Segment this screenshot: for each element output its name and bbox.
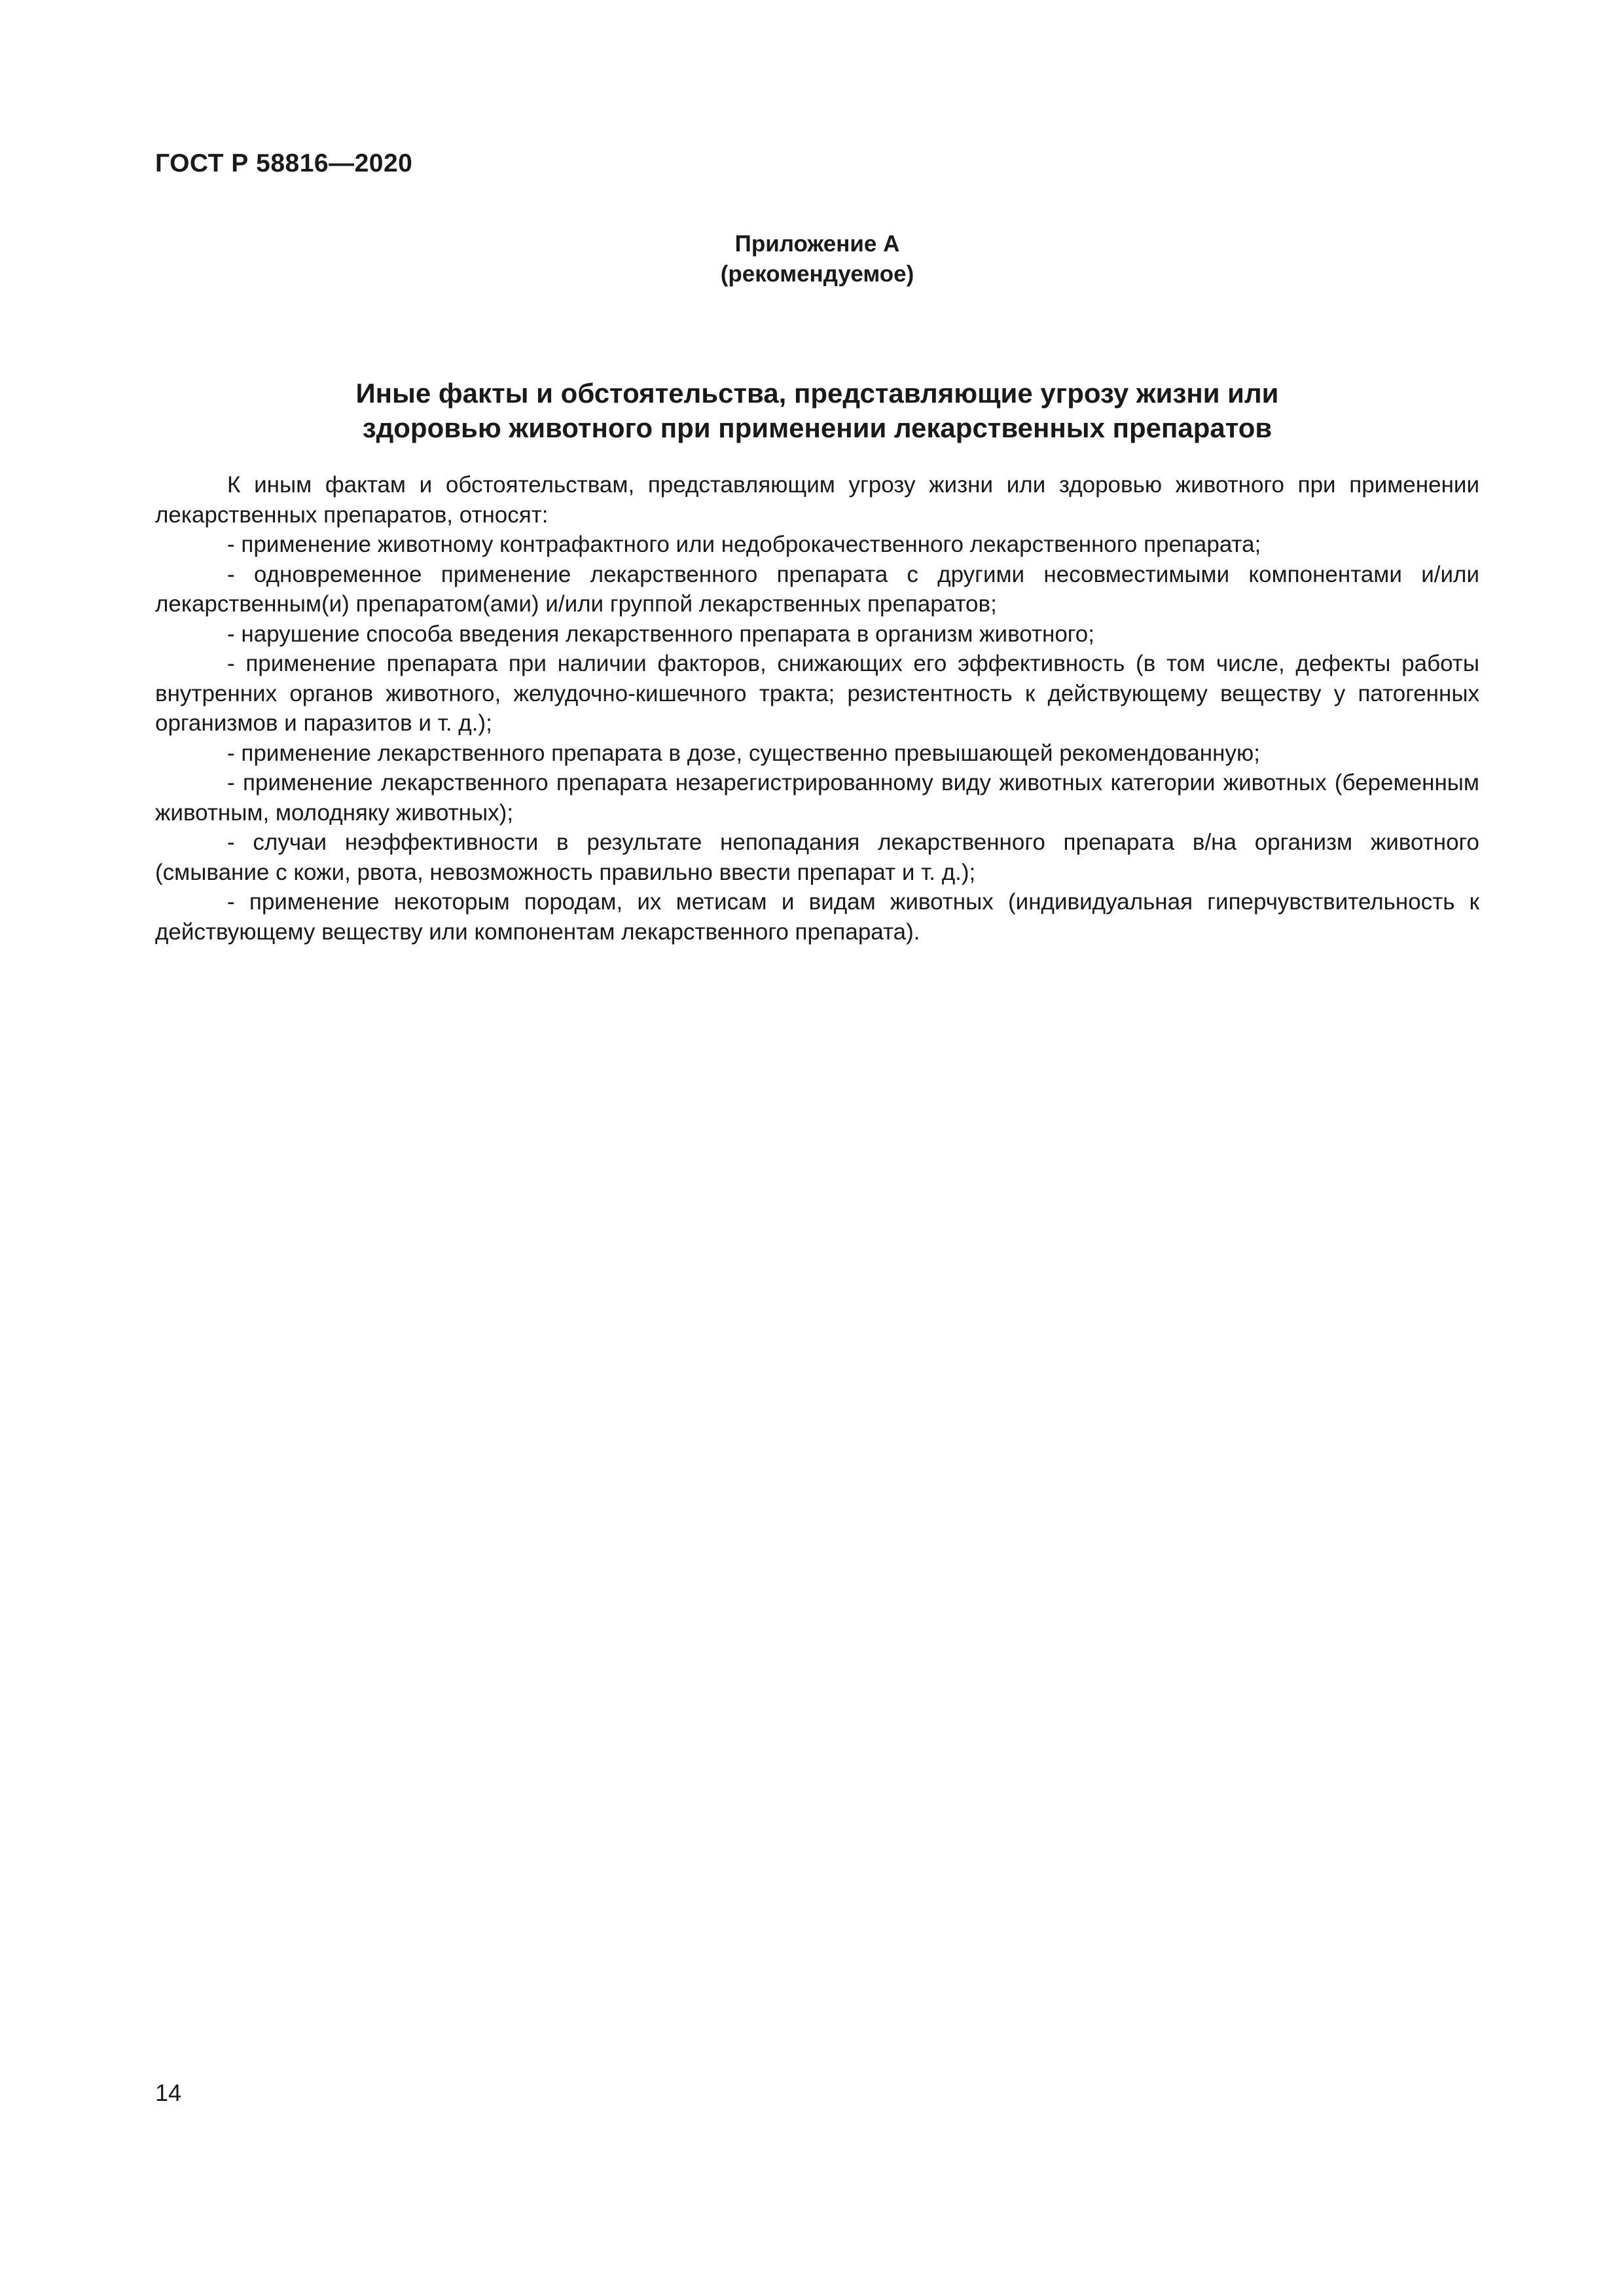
list-item: - применение лекарственного препарата в дозе, существенно превышающей рекомендованную;: [227, 740, 1260, 766]
intro-paragraph: К иным фактам и обстоятельствам, представляющим угрозу жизни или здоровью животного при применении лекарственных препаратов, относят:: [155, 472, 1479, 528]
list-item: - применение лекарственного препарата незарегистрированному виду животных категории животных (беременным животным, молодняку животных);: [155, 770, 1479, 826]
appendix-heading: [155, 229, 1479, 289]
page-number: 14: [155, 2079, 182, 2106]
list-item: - нарушение способа введения лекарственного препарата в организм животного;: [227, 621, 1094, 647]
list-item: - применение препарата при наличии факторов, снижающих его эффективность (в том числе, дефекты работы внутренних органов животного, желудочно-кишечного тракта; резистентность к действующему веществу у патогенных организмов и паразитов и т. д.);: [155, 651, 1479, 736]
section-title-line-1: Иные факты и обстоятельства, представляющие угрозу жизни или: [355, 378, 1279, 409]
appendix-status: (рекомендуемое): [720, 261, 914, 287]
list-item: - применение некоторым породам, их метисам и видам животных (индивидуальная гиперчувствительность к действующему веществу или компонентам лекарственного препарата).: [155, 889, 1479, 945]
list-item: - применение животному контрафактного или недоброкачественного лекарственного препарата;: [227, 532, 1261, 557]
list-item: - случаи неэффективности в результате непопадания лекарственного препарата в/на организм животного (смывание с кожи, рвота, невозможность правильно ввести препарат и т. д.);: [155, 829, 1479, 885]
appendix-title: Приложение А: [734, 231, 900, 257]
document-designation: ГОСТ Р 58816—2020: [155, 149, 413, 177]
body-text: [155, 470, 1479, 947]
section-title-line-2: здоровью животного при применении лекарственных препаратов: [362, 412, 1272, 443]
section-title: [155, 376, 1479, 445]
list-item: - одновременное применение лекарственного препарата с другими несовместимыми компонентами и/или лекарственным(и) препаратом(ами) и/или группой лекарственных препаратов;: [155, 561, 1479, 617]
